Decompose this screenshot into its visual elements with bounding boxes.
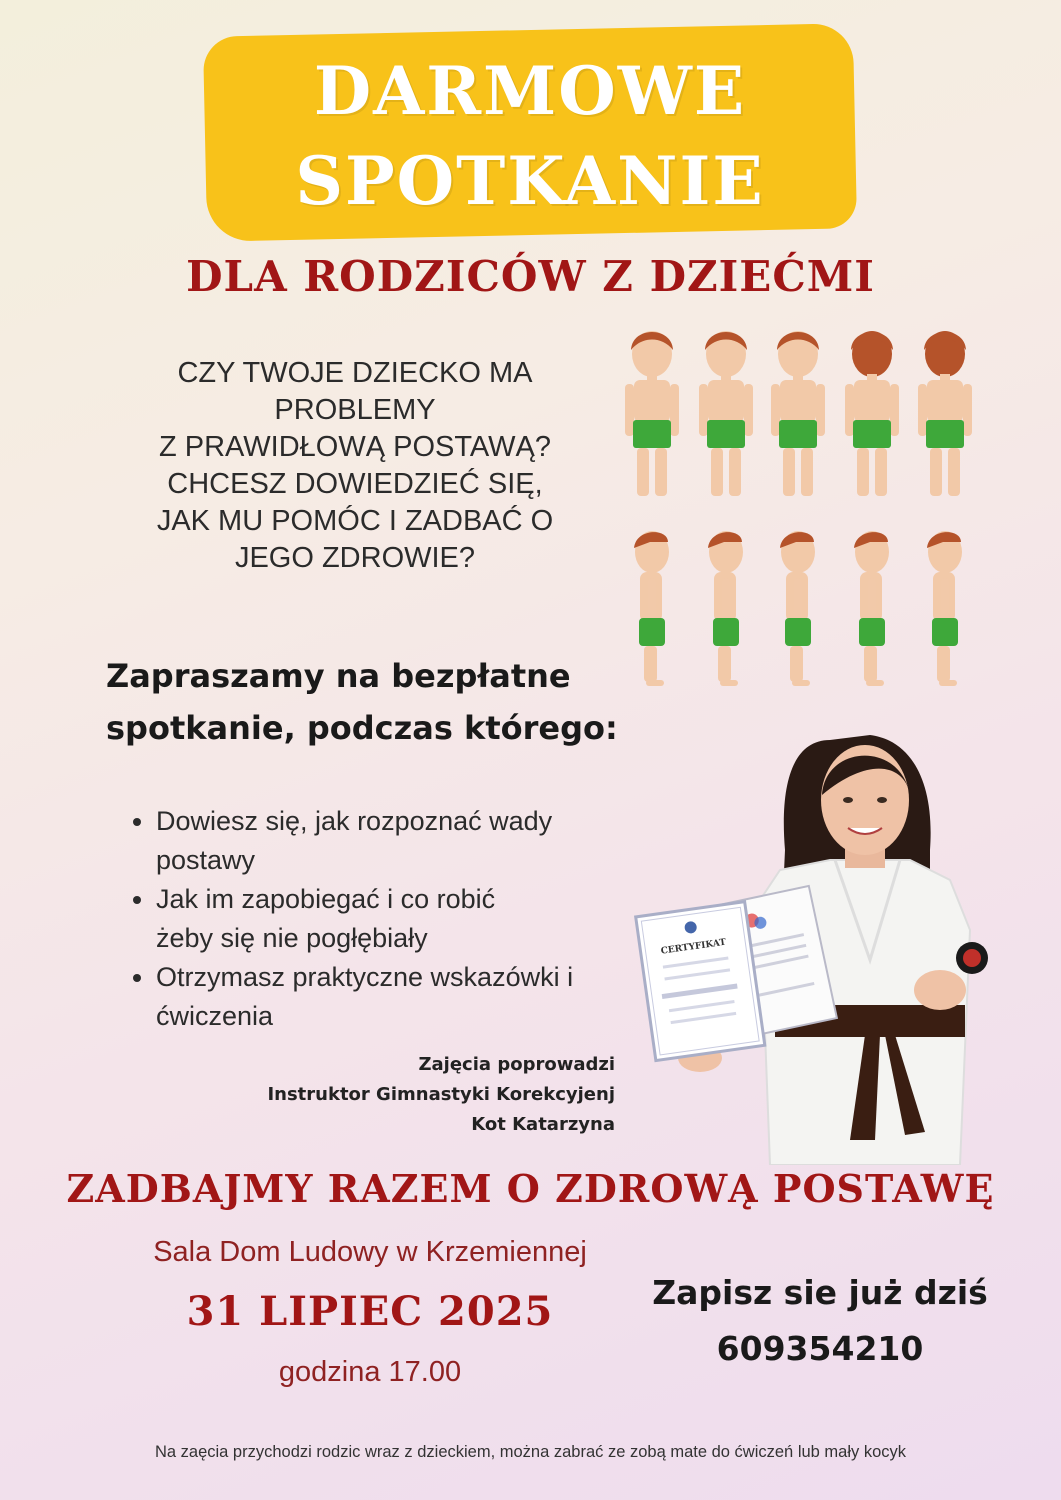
banner-title-line1: DARMOWE bbox=[313, 52, 747, 130]
question-line: JAK MU POMÓC I ZADBAĆ O bbox=[156, 505, 554, 537]
list-item-line: Otrzymasz praktyczne wskazówki i bbox=[156, 962, 574, 992]
list-item-line: Dowiesz się, jak rozpoznać wady bbox=[156, 806, 553, 836]
event-time: godzina 17.00 bbox=[278, 1356, 462, 1388]
child-figure-side bbox=[854, 531, 889, 686]
list-item bbox=[156, 802, 676, 880]
instructor-name: Kot Katarzyna bbox=[471, 1114, 615, 1135]
phone-number: 609354210 bbox=[716, 1329, 924, 1368]
subtitle: DLA RODZICÓW Z DZIEĆMI bbox=[186, 252, 875, 301]
benefits-list bbox=[120, 802, 676, 1036]
child-figure-front bbox=[845, 331, 899, 496]
child-figure-side bbox=[927, 531, 962, 686]
certificate-title: CERTYFIKAT bbox=[660, 937, 727, 957]
question-line: JEGO ZDROWIE? bbox=[234, 542, 476, 574]
event-date: 31 LIPIEC 2025 bbox=[186, 1288, 554, 1335]
list-item-line: Jak im zapobiegać i co robić bbox=[156, 884, 496, 914]
slogan: ZADBAJMY RAZEM O ZDROWĄ POSTAWĘ bbox=[66, 1166, 995, 1211]
list-item bbox=[156, 880, 676, 958]
question-line: CHCESZ DOWIEDZIEĆ SIĘ, bbox=[167, 468, 543, 500]
child-figure-front bbox=[918, 331, 972, 496]
instructor-info bbox=[200, 1050, 615, 1140]
list-item-line: postawy bbox=[156, 845, 256, 875]
question-line: CZY TWOJE DZIECKO MA bbox=[177, 357, 533, 389]
posture-illustration bbox=[610, 320, 990, 690]
child-figure-front bbox=[699, 331, 753, 496]
instructor-title: Instruktor Gimnastyki Korekcyjenj bbox=[267, 1084, 615, 1105]
list-item bbox=[156, 958, 676, 1036]
signup-info bbox=[620, 1265, 1020, 1377]
invitation-line: Zapraszamy na bezpłatne bbox=[106, 657, 571, 695]
question-text bbox=[110, 355, 600, 577]
list-item-line: ćwiczenia bbox=[156, 1001, 274, 1031]
instructor-photo bbox=[630, 700, 1010, 1165]
instructor-line: Zajęcia poprowadzi bbox=[418, 1054, 615, 1075]
child-figure-front bbox=[771, 331, 825, 496]
child-figure-side bbox=[708, 531, 743, 686]
invitation-line: spotkanie, podczas którego: bbox=[106, 709, 618, 747]
question-line: PROBLEMY bbox=[274, 394, 436, 426]
child-figure-side bbox=[780, 531, 815, 686]
venue: Sala Dom Ludowy w Krzemiennej bbox=[153, 1236, 587, 1268]
question-line: Z PRAWIDŁOWĄ POSTAWĄ? bbox=[158, 431, 552, 463]
footer-note: Na zaęcia przychodzi rodzic wraz z dzieckiem, można zabrać ze zobą mate do ćwiczeń lub mały kocyk bbox=[154, 1443, 907, 1461]
invitation-heading bbox=[106, 650, 666, 754]
signup-text: Zapisz sie już dziś bbox=[652, 1273, 988, 1312]
banner-title-line2: SPOTKANIE bbox=[295, 142, 765, 220]
child-figure-front bbox=[625, 331, 679, 496]
list-item-line: żeby się nie pogłębiały bbox=[156, 923, 428, 953]
